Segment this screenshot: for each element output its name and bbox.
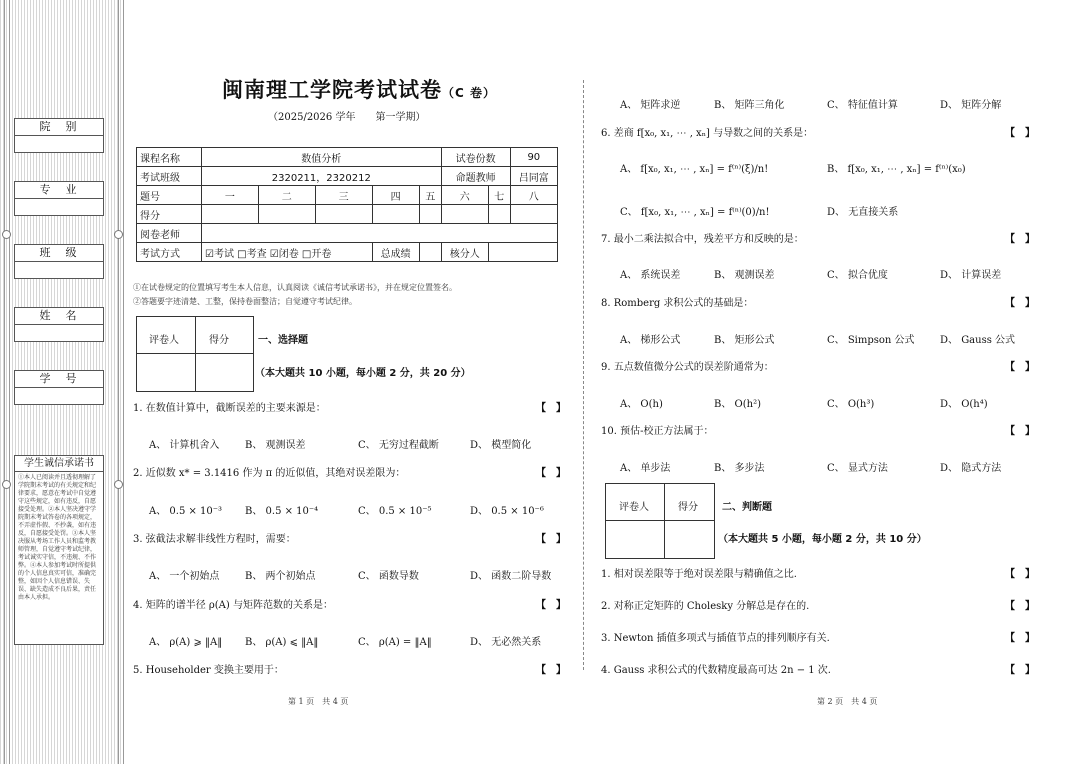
option: D、 Gauss 公式 xyxy=(940,335,1016,346)
qnum-cell: 三 xyxy=(315,186,372,205)
option: B、 矩形公式 xyxy=(714,335,775,346)
section2-title: 二、判断题 xyxy=(722,502,772,513)
option: D、 模型简化 xyxy=(470,440,532,451)
section1-desc: （本大题共 10 小题，每小题 2 分，共 20 分） xyxy=(255,368,471,379)
exam-title-text: 闽南理工学院考试试卷 xyxy=(222,78,442,102)
qnum-cell: 二 xyxy=(258,186,315,205)
grader-divider xyxy=(195,317,196,391)
binding-hole xyxy=(114,230,123,239)
answer-bracket[interactable]: 【 】 xyxy=(536,534,566,545)
grader-reviewer-label: 评卷人 xyxy=(619,502,649,513)
score-cell xyxy=(488,205,510,224)
class-value: 2320211，2320212 xyxy=(202,167,442,186)
qnum-cell: 一 xyxy=(202,186,259,205)
binding-hole xyxy=(2,480,11,489)
question-7: 7. 最小二乘法拟合中，残差平方和反映的是： xyxy=(601,234,804,245)
page-number-1: 第 1 页 共 4 页 xyxy=(288,697,349,706)
binding-field-label: 专 业 xyxy=(15,182,103,199)
option: C、 函数导数 xyxy=(358,571,419,582)
honor-pledge-text: ①本人已阅读并且透彻理解了学院期末考试的有关规定和纪律要求，愿意在考试中自觉遵守这些规定，如有违反，自愿接受处理。②本人坚决遵守学院期末考试答卷的各项规定，不弄虚作假、不抄袭，如有违反，自愿接受处罚。③本人坚决服从考场工作人员和监考教师管理，自觉遵守考试纪律，考试诚实守信，不违规、不作弊。④本人参加考试时所提供的个人信息真实可信，准确完整，如因个人信息错误、失误、缺失造成不良后果，责任由本人承担。 xyxy=(18,474,97,601)
grader-reviewer-label: 评卷人 xyxy=(149,335,179,346)
binding-field-college xyxy=(14,118,104,153)
score-cell xyxy=(315,205,372,224)
answer-bracket[interactable]: 【 】 xyxy=(1005,633,1035,644)
binding-field-label: 班 级 xyxy=(15,245,103,262)
grader-divider xyxy=(137,353,253,354)
grader-divider xyxy=(664,484,665,558)
option: A、 f[x₀, x₁, ⋯ , xₙ] = f⁽ⁿ⁾(ξ)/n! xyxy=(620,164,769,175)
strip-line xyxy=(123,0,124,764)
page-number-2: 第 2 页 共 4 页 xyxy=(817,697,878,706)
strip-line xyxy=(9,0,10,764)
binding-field-student-id xyxy=(14,370,104,405)
qnum-cell: 五 xyxy=(419,186,441,205)
answer-bracket[interactable]: 【 】 xyxy=(536,600,566,611)
qnum-cell: 四 xyxy=(372,186,419,205)
answer-bracket[interactable]: 【 】 xyxy=(536,468,566,479)
course-label: 课程名称 xyxy=(137,148,202,167)
option: A、 一个初始点 xyxy=(149,571,220,582)
question-5: 5. Householder 变换主要用于： xyxy=(133,665,284,676)
binding-field-input[interactable] xyxy=(15,136,103,152)
binding-hole xyxy=(114,480,123,489)
answer-bracket[interactable]: 【 】 xyxy=(536,665,566,676)
option: A、 ρ(A) ⩾ ‖A‖ xyxy=(149,637,223,648)
grader-box-1 xyxy=(136,316,254,392)
binding-field-input[interactable] xyxy=(15,325,103,341)
strip-line xyxy=(118,0,119,764)
note-2: ②答题要字迹清楚、工整，保持卷面整洁；自觉遵守考试纪律。 xyxy=(133,297,357,306)
option: B、 f[x₀, x₁, ⋯ , xₙ] = f⁽ⁿ⁾(x₀) xyxy=(827,164,966,175)
section2-desc: （本大题共 5 小题，每小题 2 分，共 10 分） xyxy=(718,534,927,545)
option: C、 f[x₀, x₁, ⋯ , xₙ] = f⁽ⁿ⁾(0)/n! xyxy=(620,207,770,218)
binding-field-name xyxy=(14,307,104,342)
option: D、 0.5 × 10⁻⁶ xyxy=(470,506,544,517)
option: A、 计算机舍入 xyxy=(149,440,220,451)
grader-divider xyxy=(606,520,714,521)
question-4: 4. 矩阵的谱半径 ρ(A) 与矩阵范数的关系是： xyxy=(133,600,333,611)
binding-field-input[interactable] xyxy=(15,262,103,278)
score-label: 得分 xyxy=(137,205,202,224)
option: C、 ρ(A) = ‖A‖ xyxy=(358,637,432,648)
reviewer-cell xyxy=(202,224,558,243)
judgment-2: 2. 对称正定矩阵的 Cholesky 分解总是存在的. xyxy=(601,601,810,612)
option: D、 无必然关系 xyxy=(470,637,542,648)
binding-field-label: 学 号 xyxy=(15,371,103,388)
answer-bracket[interactable]: 【 】 xyxy=(1005,234,1035,245)
option: A、 系统误差 xyxy=(620,270,681,281)
page-divider xyxy=(583,80,585,670)
option: D、 计算误差 xyxy=(940,270,1002,281)
option: C、 O(h³) xyxy=(827,399,875,410)
exam-title xyxy=(222,74,496,104)
option: B、 多步法 xyxy=(714,463,765,474)
option: A、 梯形公式 xyxy=(620,335,681,346)
question-10: 10. 预估-校正方法属于： xyxy=(601,426,714,437)
option: A、 单步法 xyxy=(620,463,671,474)
course-value: 数值分析 xyxy=(202,148,442,167)
judgment-4: 4. Gauss 求积公式的代数精度最高可达 2n − 1 次. xyxy=(601,665,831,676)
qnum-cell: 六 xyxy=(441,186,488,205)
qnum-cell: 八 xyxy=(510,186,557,205)
reviewer-label: 阅卷老师 xyxy=(137,224,202,243)
honor-pledge-title: 学生诚信承诺书 xyxy=(15,456,103,472)
option: C、 Simpson 公式 xyxy=(827,335,915,346)
checker-cell xyxy=(488,243,557,262)
exam-title-suffix: （C 卷） xyxy=(442,86,496,100)
strip-line xyxy=(4,0,5,764)
question-3: 3. 弦截法求解非线性方程时，需要： xyxy=(133,534,296,545)
answer-bracket[interactable]: 【 】 xyxy=(1005,362,1035,373)
exam-info-table xyxy=(136,147,558,262)
option: B、 0.5 × 10⁻⁴ xyxy=(245,506,319,517)
score-cell xyxy=(441,205,488,224)
question-9: 9. 五点数值微分公式的误差阶通常为： xyxy=(601,362,774,373)
answer-bracket[interactable]: 【 】 xyxy=(1005,601,1035,612)
score-cell xyxy=(372,205,419,224)
score-cell xyxy=(202,205,259,224)
section1-title: 一、选择题 xyxy=(258,335,308,346)
question-2: 2. 近似数 x* = 3.1416 作为 π 的近似值，其绝对误差限为： xyxy=(133,468,406,479)
judgment-3: 3. Newton 插值多项式与插值节点的排列顺序有关. xyxy=(601,633,830,644)
option: D、 矩阵分解 xyxy=(940,100,1002,111)
binding-field-label: 姓 名 xyxy=(15,308,103,325)
answer-bracket[interactable]: 【 】 xyxy=(1005,426,1035,437)
option: C、 显式方法 xyxy=(827,463,888,474)
score-cell xyxy=(419,205,441,224)
copies-label: 试卷份数 xyxy=(441,148,510,167)
teacher-value: 吕同富 xyxy=(510,167,557,186)
binding-field-label: 院 别 xyxy=(15,119,103,136)
binding-field-input[interactable] xyxy=(15,199,103,215)
question-8: 8. Romberg 求积公式的基础是： xyxy=(601,298,754,309)
answer-bracket[interactable]: 【 】 xyxy=(1005,665,1035,676)
option: B、 观测误差 xyxy=(245,440,306,451)
qnum-cell: 七 xyxy=(488,186,510,205)
answer-bracket[interactable]: 【 】 xyxy=(1005,569,1035,580)
grader-score-label: 得分 xyxy=(209,335,229,346)
option: C、 拟合优度 xyxy=(827,270,888,281)
copies-value: 90 xyxy=(510,148,557,167)
answer-bracket[interactable]: 【 】 xyxy=(1005,128,1035,139)
option: B、 O(h²) xyxy=(714,399,761,410)
academic-year: （2025/2026 学年 第一学期） xyxy=(268,112,426,123)
total-label: 总成绩 xyxy=(372,243,419,262)
option: D、 隐式方法 xyxy=(940,463,1002,474)
checker-label: 核分人 xyxy=(441,243,488,262)
class-label: 考试班级 xyxy=(137,167,202,186)
answer-bracket[interactable]: 【 】 xyxy=(1005,298,1035,309)
option: C、 特征值计算 xyxy=(827,100,898,111)
note-1: ①在试卷规定的位置填写考生本人信息，认真阅读《诚信考试承诺书》，并在规定位置签名。 xyxy=(133,283,457,292)
answer-bracket[interactable]: 【 】 xyxy=(536,403,566,414)
option: B、 ρ(A) ⩽ ‖A‖ xyxy=(245,637,319,648)
mode-label: 考试方式 xyxy=(137,243,202,262)
teacher-label: 命题教师 xyxy=(441,167,510,186)
question-6: 6. 差商 f[x₀, x₁, ⋯ , xₙ] 与导数之间的关系是： xyxy=(601,128,814,139)
binding-field-class xyxy=(14,244,104,279)
score-cell xyxy=(510,205,557,224)
option: A、 O(h) xyxy=(620,399,663,410)
binding-field-input[interactable] xyxy=(15,388,103,404)
judgment-1: 1. 相对误差限等于绝对误差限与精确值之比. xyxy=(601,569,797,580)
option: A、 矩阵求逆 xyxy=(620,100,681,111)
option: B、 两个初始点 xyxy=(245,571,316,582)
binding-hole xyxy=(2,230,11,239)
grader-score-label: 得分 xyxy=(678,502,698,513)
total-cell xyxy=(419,243,441,262)
score-cell xyxy=(258,205,315,224)
option: C、 无穷过程截断 xyxy=(358,440,439,451)
question-1: 1. 在数值计算中，截断误差的主要来源是： xyxy=(133,403,326,414)
qnum-label: 题号 xyxy=(137,186,202,205)
option: D、 O(h⁴) xyxy=(940,399,988,410)
exam-mode: ☑考试 □考查 ☑闭卷 □开卷 xyxy=(202,243,373,262)
option: A、 0.5 × 10⁻³ xyxy=(149,506,223,517)
honor-pledge xyxy=(14,455,104,645)
option: D、 函数二阶导数 xyxy=(470,571,552,582)
grader-box-2 xyxy=(605,483,715,559)
option: B、 矩阵三角化 xyxy=(714,100,785,111)
option: B、 观测误差 xyxy=(714,270,775,281)
option: C、 0.5 × 10⁻⁵ xyxy=(358,506,432,517)
option: D、 无直接关系 xyxy=(827,207,899,218)
binding-field-major xyxy=(14,181,104,216)
